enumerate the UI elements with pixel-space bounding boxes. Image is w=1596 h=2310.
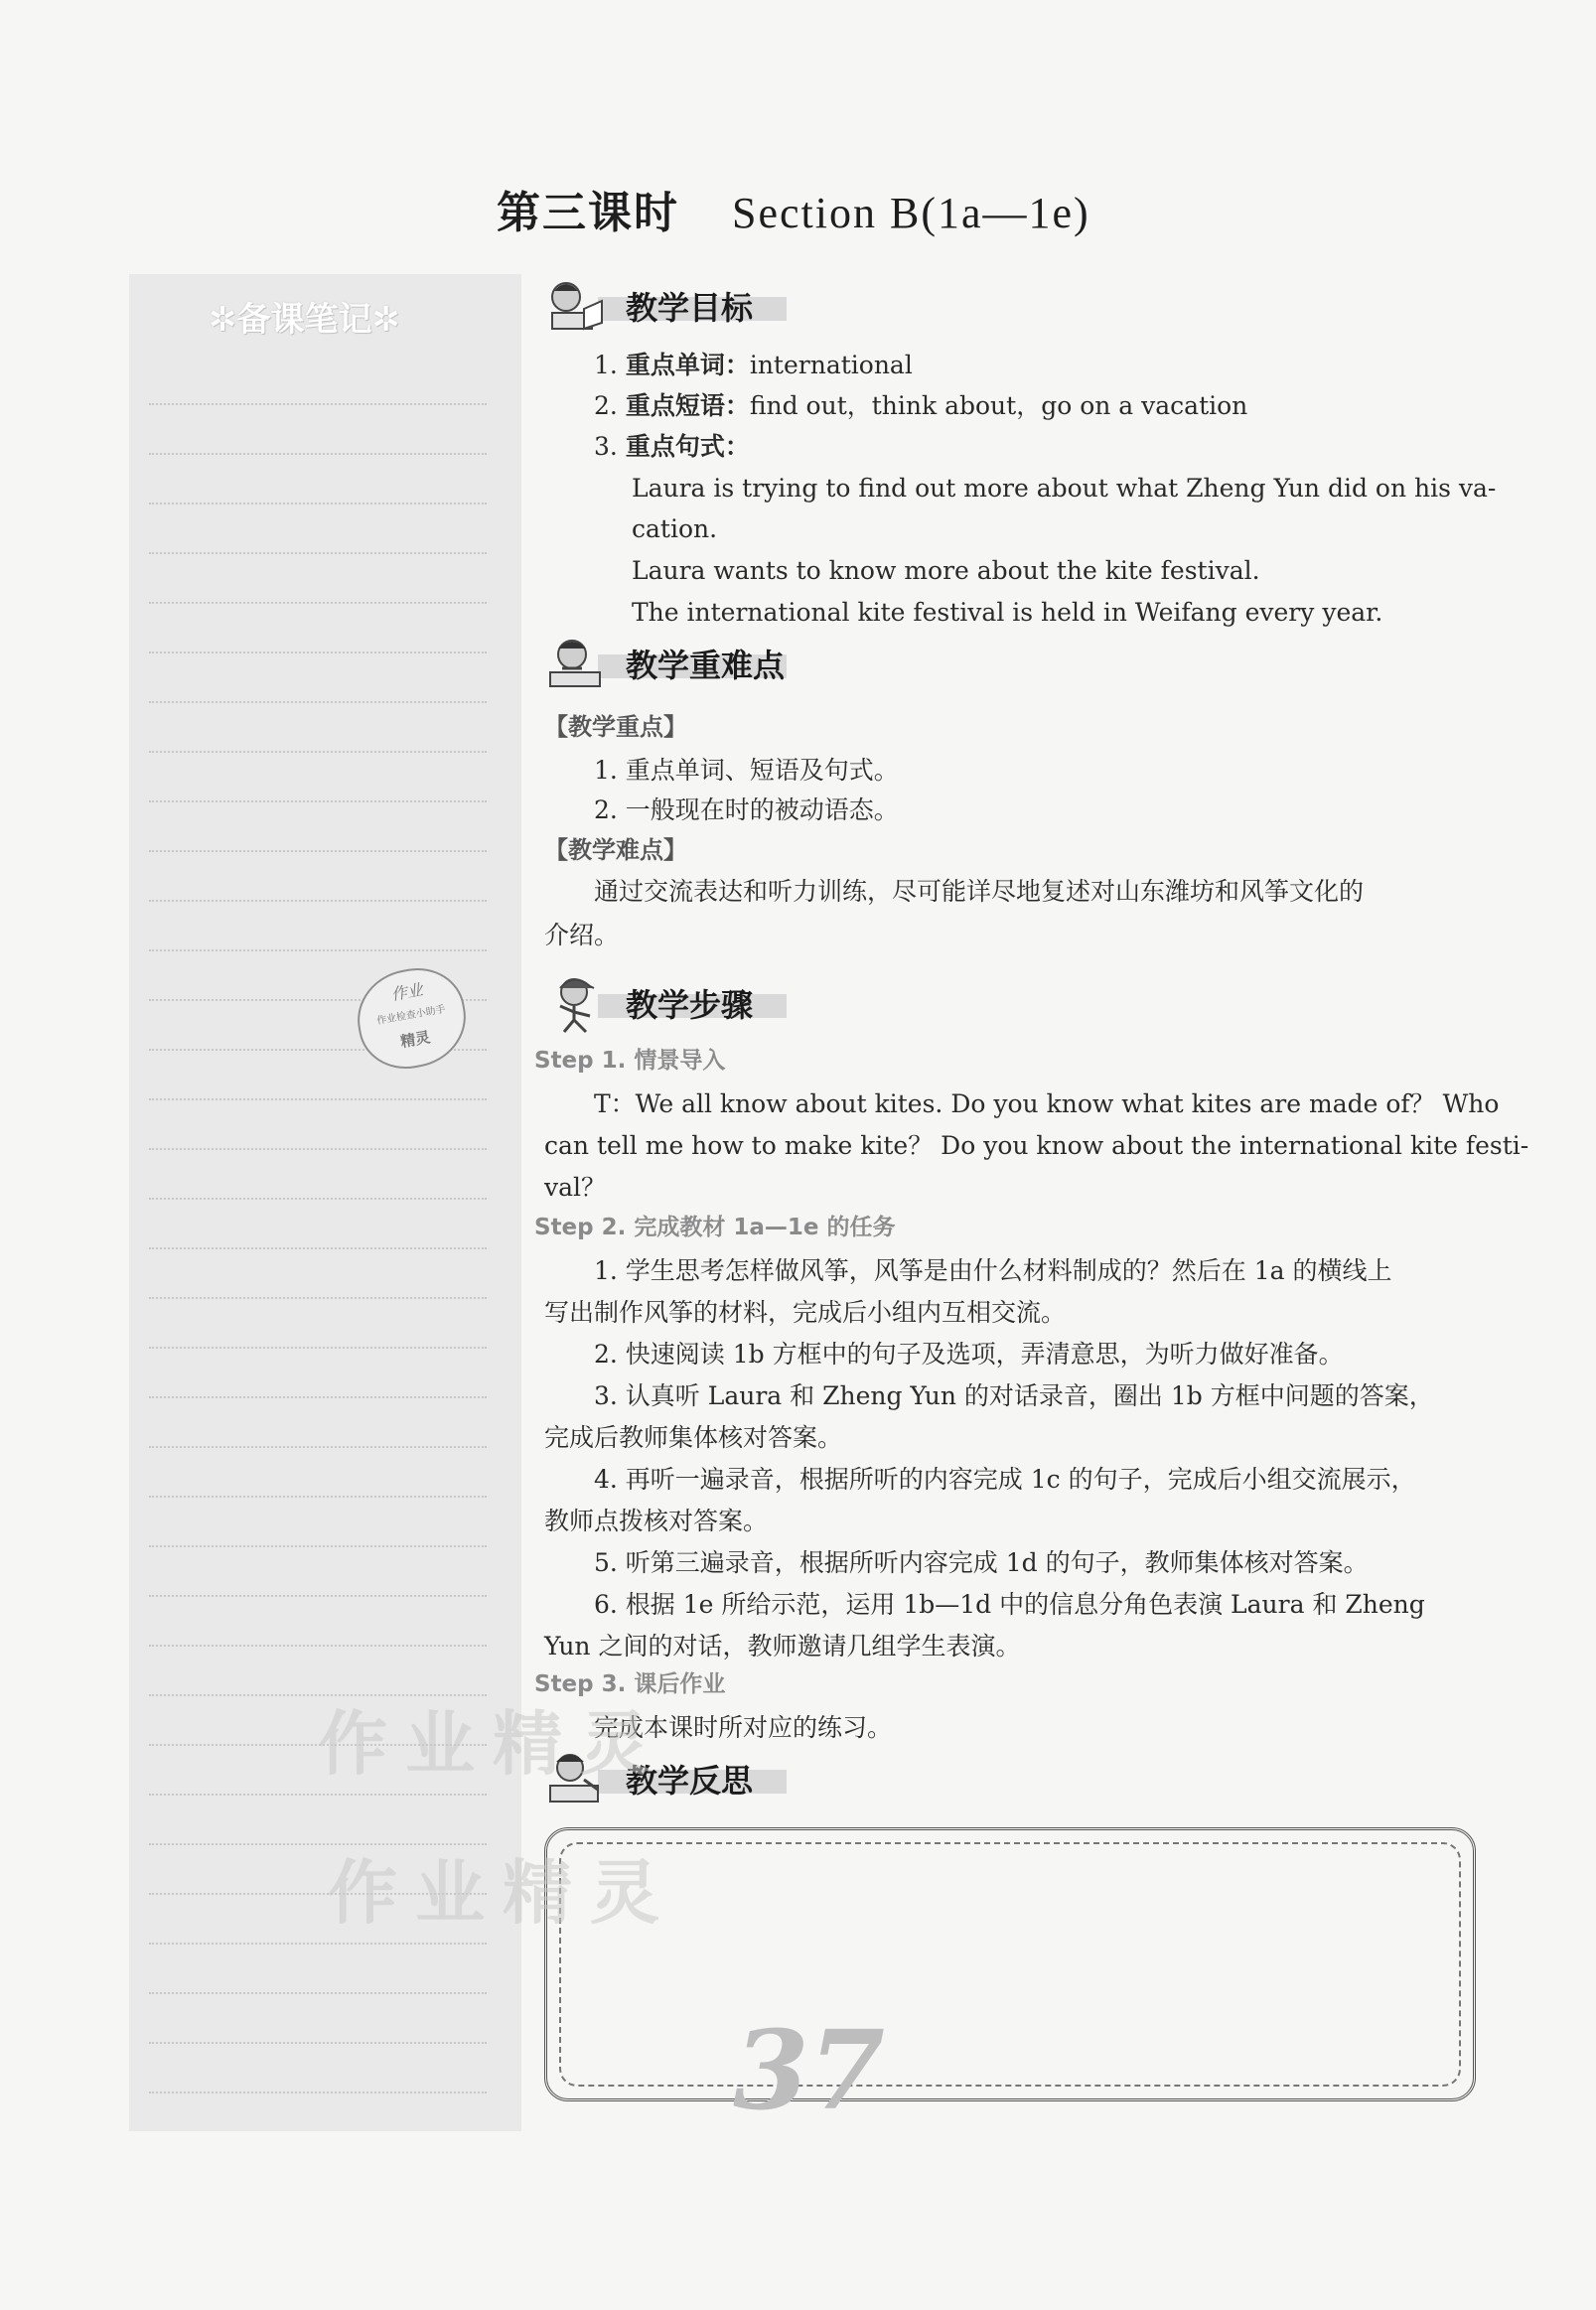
- note-line: [149, 403, 487, 405]
- note-line: [149, 1794, 487, 1796]
- note-line: [149, 503, 487, 505]
- step-2-line: 2. 快速阅读 1b 方框中的句子及选项，弄清意思，为听力做好准备。: [594, 1340, 1344, 1369]
- step-2-line: 5. 听第三遍录音，根据所听内容完成 1d 的句子，教师集体核对答案。: [594, 1548, 1369, 1577]
- step-2-line: Yun 之间的对话，教师邀请几组学生表演。: [544, 1632, 1021, 1660]
- note-line: [149, 701, 487, 703]
- note-line: [149, 552, 487, 554]
- step-2-line: 4. 再听一遍录音，根据所听的内容完成 1c 的句子，完成后小组交流展示，: [594, 1465, 1416, 1494]
- homework-helper-stamp: [350, 960, 474, 1076]
- running-boy-icon: [544, 976, 606, 1036]
- note-line: [149, 1645, 487, 1647]
- sentence-line: Laura wants to know more about the kite festival.: [632, 556, 1260, 585]
- note-line: [149, 1247, 487, 1249]
- goal-key: 重点句式：: [625, 432, 750, 461]
- step-3-title: Step 3. 课后作业: [534, 1671, 726, 1697]
- step-2-line: 写出制作风筝的材料，完成后小组内互相交流。: [544, 1298, 1067, 1327]
- sidebar-title: ✲备课笔记✲: [209, 300, 400, 340]
- goal-text: find out，think about，go on a vacation: [749, 391, 1248, 420]
- sentence-line: cation.: [632, 514, 718, 543]
- step-2-line: 完成后教师集体核对答案。: [544, 1423, 843, 1452]
- note-line: [149, 453, 487, 455]
- step-2-line: 6. 根据 1e 所给示范，运用 1b—1d 中的信息分角色表演 Laura 和 Zheng: [594, 1590, 1425, 1619]
- difficulty-line: 通过交流表达和听力训练，尽可能详尽地复述对山东潍坊和风筝文化的: [594, 877, 1365, 906]
- goal-num: 1.: [594, 351, 618, 379]
- watermark: 作业精灵: [328, 1852, 677, 1934]
- goal-item-2: [594, 386, 1247, 426]
- note-line: [149, 2092, 487, 2093]
- note-line: [149, 949, 487, 951]
- note-line: [149, 1446, 487, 1448]
- section-keypoints-header: [544, 641, 802, 692]
- page-number: 37: [733, 2006, 886, 2134]
- section-goals-header: [544, 283, 802, 335]
- stamp-line-1: 作业: [389, 979, 425, 1005]
- note-line: [149, 1595, 487, 1597]
- note-line: [149, 900, 487, 902]
- section-goals-title: 教学目标: [626, 289, 754, 327]
- difficulty-line: 介绍。: [544, 921, 620, 949]
- reading-student-icon: [544, 279, 606, 335]
- step-2-title: Step 2. 完成教材 1a—1e 的任务: [534, 1215, 896, 1240]
- step-1-line: T：We all know about kites. Do you know what kites are made of？ Who: [594, 1089, 1500, 1118]
- section-steps-header: [544, 980, 802, 1032]
- section-reflection-title: 教学反思: [626, 1762, 754, 1800]
- step-3-line: 完成本课时所对应的练习。: [594, 1713, 893, 1742]
- sentence-line: The international kite festival is held in Weifang every year.: [632, 598, 1383, 627]
- reflection-box[interactable]: [544, 1827, 1476, 2101]
- lesson-number: 第三课时: [497, 189, 679, 237]
- note-line: [149, 800, 487, 802]
- goal-key: 重点单词：: [625, 351, 750, 379]
- focus-item: 1. 重点单词、短语及句式。: [594, 756, 899, 785]
- goal-num: 2.: [594, 391, 618, 420]
- note-line: [149, 1198, 487, 1200]
- thinking-student-icon: [544, 637, 606, 692]
- page-title: [497, 177, 1192, 240]
- goal-item-1: [594, 346, 913, 385]
- step-2-line: 3. 认真听 Laura 和 Zheng Yun 的对话录音，圈出 1b 方框中问题的答案，: [594, 1381, 1434, 1410]
- note-line: [149, 1297, 487, 1299]
- step-1-title: Step 1. 情景导入: [534, 1048, 726, 1074]
- focus-tag: 【教学重点】: [544, 713, 687, 741]
- stamp-line-3: 精灵: [398, 1028, 432, 1052]
- step-2-line: 1. 学生思考怎样做风筝，风筝是由什么材料制成的？然后在 1a 的横线上: [594, 1256, 1392, 1285]
- note-line: [149, 2042, 487, 2044]
- note-line: [149, 751, 487, 753]
- note-line: [149, 1396, 487, 1398]
- stamp-line-2: 作业检查小助手: [375, 1004, 447, 1028]
- goal-item-3: [594, 427, 750, 467]
- goal-text: international: [749, 351, 913, 379]
- sentence-line: Laura is trying to find out more about what Zheng Yun did on his va-: [632, 474, 1497, 503]
- note-line: [149, 651, 487, 653]
- section-name: Section B(1a—1e): [732, 189, 1090, 237]
- step-1-line: val？: [544, 1173, 607, 1202]
- goal-num: 3.: [594, 432, 618, 461]
- note-line: [149, 1148, 487, 1150]
- focus-item: 2. 一般现在时的被动语态。: [594, 795, 899, 824]
- note-line: [149, 1943, 487, 1945]
- note-line: [149, 1545, 487, 1547]
- reflection-box-inner: [559, 1842, 1461, 2087]
- note-line: [149, 1098, 487, 1100]
- difficulty-tag: 【教学难点】: [544, 836, 687, 864]
- note-line: [149, 1496, 487, 1498]
- section-keypoints-title: 教学重难点: [626, 647, 786, 684]
- section-steps-title: 教学步骤: [626, 986, 754, 1024]
- note-line: [149, 1992, 487, 1994]
- watermark: 作业精灵: [318, 1703, 667, 1785]
- step-2-line: 教师点拨核对答案。: [544, 1507, 769, 1535]
- note-line: [149, 602, 487, 604]
- note-line: [149, 850, 487, 852]
- step-1-line: can tell me how to make kite？ Do you know about the international kite festi-: [544, 1131, 1529, 1160]
- goal-key: 重点短语：: [625, 391, 750, 420]
- note-line: [149, 1347, 487, 1349]
